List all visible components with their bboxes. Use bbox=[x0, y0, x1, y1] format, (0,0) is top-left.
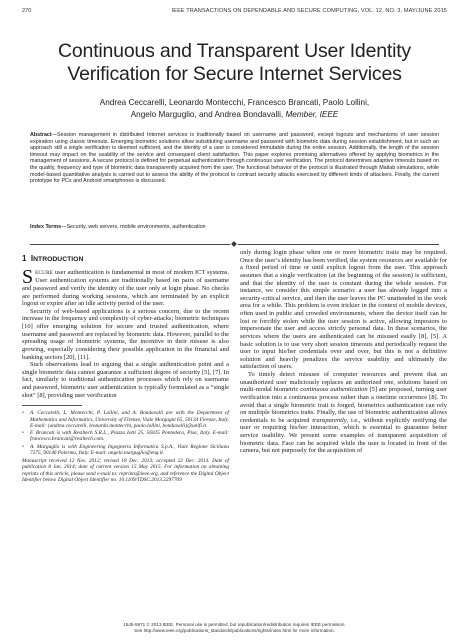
journal-name: IEEE TRANSACTIONS ON DEPENDABLE AND SECURE COMPUTING, VOL. 12, NO. 3, MAY/JUNE 2015 bbox=[171, 8, 447, 14]
p5-part-b: [5] are proposed, turning user verification into a continuous process rather than a onetime occurrence [8]. To avoid that a single biometric trait is forged, biometrics authentication can rely on multiple biometrics traits. Finally, the use of biometric authentication allows credentials to be acquired bbox=[240, 386, 447, 424]
footnotes bbox=[22, 410, 229, 483]
right-column bbox=[240, 249, 447, 455]
manuscript-history: Manuscript received 12 Nov. 2012; revised 18 Dec. 2013; accepted 22 Dec. 2013. Date of publication 8 Jan. 2014; date of current version 15 May 2015. For information on obtaining reprints of this article, please send e-mail to: reprints@ieee.org, and reference the Digital Object Identifier below. Digital Object Identifier no. 10.1109/TDSC.2013.2297709 bbox=[22, 458, 229, 483]
intro-paragraph-4: only during login phase when one or more biometric traits may be required. Once the user’s identity has been verified, the system resources are available for a fixed period of time or until explicit logout from the user. This approach assumes that a single verification (at the beginning of the session) is sufficient, and that the identity of the user is constant during the whole session. For instance, we consider this simple scenario: a user has already logged into a security-critical service, and then the user leaves the PC unattended in the work area for a while. This problem is even trickier in the context of mobile devices, often used in public and crowded environments, where the device itself can be lost or forcibly stolen while the user session is active, allowing impostors to impersonate the user and access strictly personal data. In these scenarios, the services where the users are authenticated can be misused easily [8], [5]. A basic solution is to use very short session timeouts and periodically request the user to input his/her credentials over and over, but this is not a definitive solution and heavily penalizes the service usability and ultimately the satisfaction of users. bbox=[240, 249, 447, 371]
abstract-label: Abstract bbox=[30, 132, 52, 138]
p5-part-a: To timely detect misuses of computer resources and prevent that an unauthorized user maliciously replaces an authorized one, solutions based on multi-modal biometric bbox=[240, 371, 447, 394]
abstract bbox=[30, 132, 439, 185]
copyright-line-1: 1545-5971 © 2013 IEEE. Personal use is permitted, but republication/redistribution requires IEEE permission. bbox=[123, 622, 346, 627]
authors-line-2 bbox=[40, 109, 429, 121]
bullet-icon: • bbox=[22, 443, 24, 450]
running-header bbox=[22, 8, 447, 18]
drop-cap: S bbox=[22, 265, 34, 288]
p5-emphasis-transparently: transparently bbox=[312, 416, 347, 424]
diamond-ornament-icon bbox=[230, 239, 238, 247]
authors-line-1: Andrea Ceccarelli, Leonardo Montecchi, Francesco Brancati, Paolo Lollini, bbox=[99, 98, 370, 107]
section-number: 1 bbox=[22, 254, 27, 263]
footnote-affiliation-text: A. Marguglio is with Engineering Ingegneria Informatica S.p.A., Viale Regione Siciliana 7275, 90146 Palermo, Italy. E-mail: angelo.marguglio@eng.it. bbox=[30, 443, 229, 456]
copyright-notice bbox=[22, 622, 447, 633]
index-terms bbox=[30, 224, 439, 231]
intro-paragraph-1 bbox=[22, 265, 229, 308]
section-heading bbox=[22, 255, 229, 264]
intro-paragraph-5 bbox=[240, 371, 447, 455]
lead-small-caps: ECURE bbox=[35, 269, 54, 276]
footnote-affiliation bbox=[22, 444, 229, 457]
abstract-text: —Session management in distributed Internet services is traditionally based on username and password, except logouts and mechanisms of user session expiration using classic timeouts. Emerging biometric solutions allow substituting username and password with biometric data during session establishment, but in such an approach still a single verification is deemed sufficient, and the identity of a user is considered immutable during the entire session. Additionally, the length of the session timeout may impact on the usability of the service and consequent client satisfaction. This paper explores promising alternatives offered by applying biometrics in the management of sessions. A secure protocol is defined for perpetual authentication through continuous user verification. The protocol determines adaptive timeouts based on the quality, frequency and type of biometric data transparently acquired from the user. The functional behavior of the protocol is illustrated through Matlab simulations, while model-based quantitative analysis is carried out to assess the ability of the protocol to contrast security attacks exercised by different kinds of attackers. Finally, the current prototype for PCs and Android smartphones is discussed. bbox=[30, 132, 439, 185]
intro-paragraph-1-text: user authentication is fundamental in most of modern ICT systems. User authentication systems are traditionally based on pairs of username and password and verify the identity of the user only at login phase. No checks are performed during working sessions, which are terminated by an explicit logout or expire after an idle activity period of the user. bbox=[22, 268, 229, 308]
index-terms-label: Index Terms bbox=[30, 224, 62, 230]
footnote-affiliation-text: A. Ceccarelli, L. Montecchi, P. Lollini, and A. Bondavalli are with the Department of Mathematics and Informatics, University of Firenze, Viale Morgagni 65, 50134 Firenze, Italy. E-mail: {andrea.ceccarelli, leonardo.montecchi, paolo.lollini, bondavalli}@unifi.it. bbox=[30, 410, 229, 429]
intro-paragraph-3: Such observations lead to arguing that a single authentication point and a single biometric data cannot guarantee a sufficient degree of security [5], [7]. In fact, similarly to traditional authentication processes which rely on username and password, biometric user authentication is typically formulated as a “single shot” [8], providing user verification bbox=[22, 361, 229, 399]
bullet-icon: • bbox=[22, 430, 24, 436]
left-column bbox=[22, 249, 229, 483]
title-line-2: Verification for Secure Internet Services bbox=[67, 63, 402, 85]
section-title-rest: NTRODUCTION bbox=[33, 256, 84, 263]
footnote-rule bbox=[22, 405, 82, 406]
p5-emphasis-continuous: continuous authentication bbox=[300, 386, 368, 394]
paper-title bbox=[20, 40, 449, 86]
ieee-membership: Member, IEEE bbox=[285, 109, 339, 119]
bullet-icon: • bbox=[22, 410, 24, 417]
footnote-affiliation-text: F. Brancati is with Resiltech S.R.L., Piazza Iotti 25, 56025 Pontedera, Pisa, Italy. E-mail: francesco.brancati@resiltech.com. bbox=[30, 430, 229, 443]
title-line-1: Continuous and Transparent User Identity bbox=[58, 40, 411, 62]
footnote-affiliation bbox=[22, 410, 229, 429]
p5-part-c: , i.e., without explicitly notifying the user or requiring his/her interaction, which is essential to guarantee better service usability. We present some examples of transparent acquisition of biometric data. Face can be acquired while the user is located in front of the camera, but not purposely for the acquisition of bbox=[240, 416, 447, 455]
section-title-initial: I bbox=[30, 254, 34, 263]
intro-paragraph-2: Security of web-based applications is a serious concern, due to the recent increase in the frequency and complexity of cyber-attacks; biometric techniques [10] offer emerging solution for secure and trusted authentication, where username and password are replaced by biometric data. However, parallel to the spreading usage of biometric systems, the incentive in their misuse is also growing, especially considering their possible application in the financial and banking sectors [20], [11]. bbox=[22, 307, 229, 361]
copyright-line-2: See http://www.ieee.org/publications_standards/publications/rights/index.html for more information. bbox=[134, 627, 335, 633]
authors-line-2-names: Angelo Marguglio, and Andrea Bondavalli, bbox=[130, 109, 284, 119]
author-list bbox=[40, 97, 429, 120]
footnote-affiliation bbox=[22, 430, 229, 443]
page-number: 270 bbox=[22, 8, 32, 14]
index-terms-text: —Security, web servers, mobile environments, authentication bbox=[61, 224, 206, 230]
